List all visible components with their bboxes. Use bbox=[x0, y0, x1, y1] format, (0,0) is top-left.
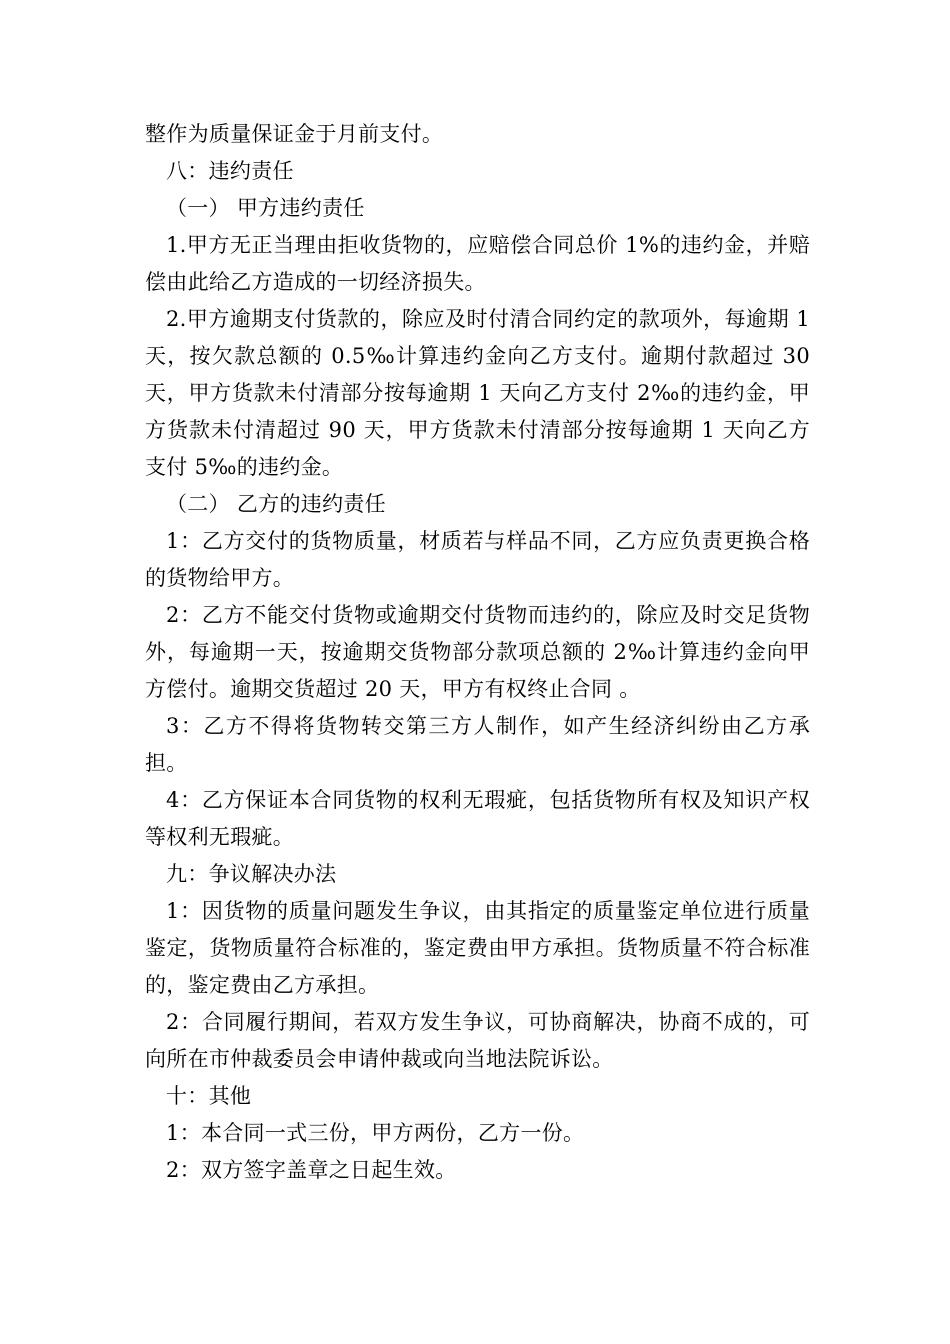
clause-a1: 1.甲方无正当理由拒收货物的，应赔偿合同总价 1%的违约金，并赔偿由此给乙方造成的一切经济损失。 bbox=[145, 233, 810, 294]
section-heading-9: 九：争议解决办法 bbox=[166, 862, 337, 886]
paragraph-continuation: 整作为质量保证金于月前支付。 bbox=[145, 122, 444, 146]
clause-b3: 3：乙方不得将货物转交第三方人制作，如产生经济纠纷由乙方承担。 bbox=[145, 714, 810, 775]
subsection-heading-party-b: （二） 乙方的违约责任 bbox=[166, 492, 386, 516]
clause-dispute-2: 2：合同履行期间，若双方发生争议，可协商解决，协商不成的，可向所在市仲裁委员会申请仲裁或向当地法院诉讼。 bbox=[145, 1010, 810, 1071]
clause-dispute-1: 1：因货物的质量问题发生争议，由其指定的质量鉴定单位进行质量鉴定，货物质量符合标准的，鉴定费由甲方承担。货物质量不符合标准的，鉴定费由乙方承担。 bbox=[145, 899, 810, 997]
section-heading-8: 八：违约责任 bbox=[166, 159, 294, 183]
clause-a2: 2.甲方逾期支付货款的，除应及时付清合同约定的款项外，每逾期 1 天，按欠款总额的 0.5‰计算违约金向乙方支付。逾期付款超过 30 天，甲方货款未付清部分按每逾期 1 天向乙方支付 2‰的违约金，甲方货款未付清超过 90 天，甲方货款未付清部分按每逾期 1 天向乙方支付 5‰的违约金。 bbox=[145, 307, 810, 479]
section-heading-10: 十：其他 bbox=[166, 1084, 252, 1108]
clause-b2: 2：乙方不能交付货物或逾期交付货物而违约的，除应及时交足货物外，每逾期一天，按逾期交货物部分款项总额的 2‰计算违约金向甲方偿付。逾期交货超过 20 天，甲方有权终止合同 。 bbox=[145, 603, 810, 701]
document-body bbox=[145, 116, 810, 1189]
subsection-heading-party-a: （一） 甲方违约责任 bbox=[166, 196, 365, 220]
clause-b4: 4：乙方保证本合同货物的权利无瑕疵，包括货物所有权及知识产权等权利无瑕疵。 bbox=[145, 788, 810, 849]
clause-b1: 1：乙方交付的货物质量，材质若与样品不同，乙方应负责更换合格的货物给甲方。 bbox=[145, 529, 810, 590]
clause-other-2: 2：双方签字盖章之日起生效。 bbox=[166, 1158, 457, 1182]
clause-other-1: 1：本合同一式三份，甲方两份，乙方一份。 bbox=[166, 1121, 585, 1145]
